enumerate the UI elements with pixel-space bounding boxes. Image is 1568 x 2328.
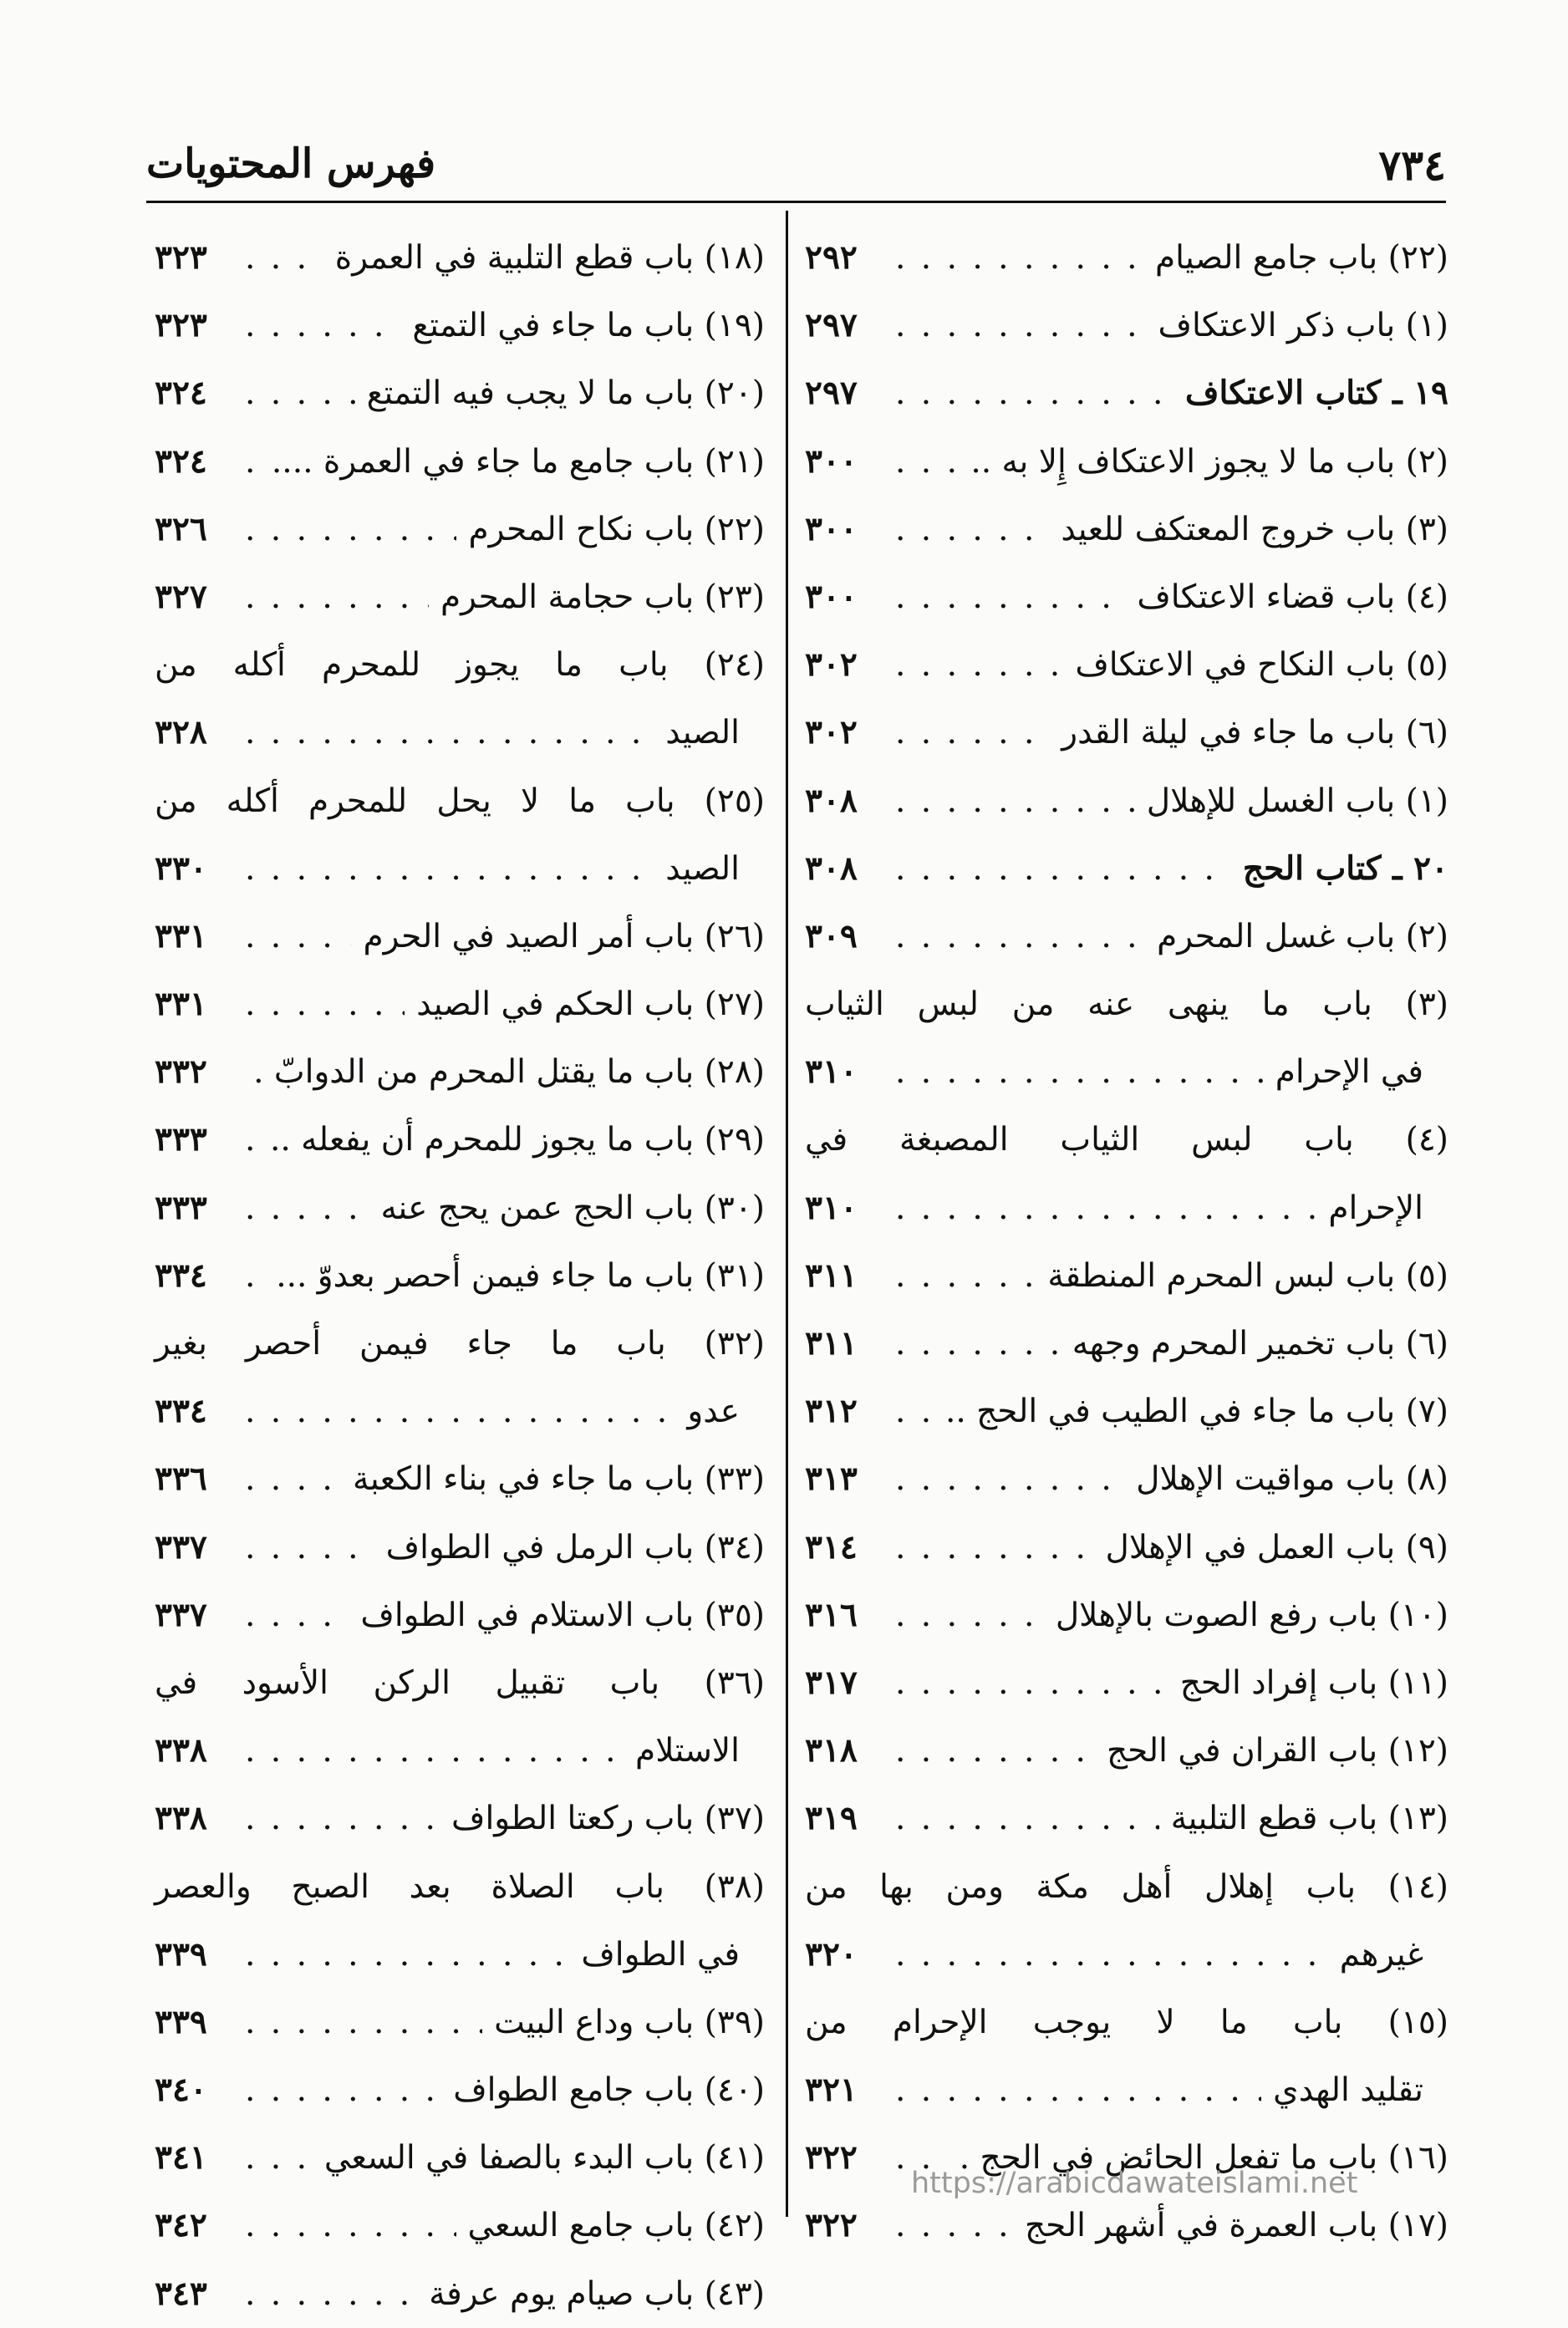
- toc-entry: [155, 2124, 765, 2192]
- toc-entry-continuation: الإحرام: [1328, 1189, 1423, 1227]
- toc-page-number: ٣٣٧: [155, 1527, 207, 1566]
- toc-entry: [155, 1785, 765, 1852]
- toc-entry: [805, 1514, 1448, 1582]
- toc-entry-title: (٤) باب قضاء الاعتكاف: [1137, 578, 1448, 616]
- toc-entry-title: (٣٤) باب الرمل في الطواف: [385, 1528, 765, 1566]
- dot-leader: [245, 359, 355, 427]
- toc-entry-title: (١٩) باب ما جاء في التمتع: [412, 307, 765, 345]
- toc-left-column: [155, 224, 765, 2328]
- dot-leader: [895, 1514, 1094, 1582]
- toc-page-number: ٣٣٦: [155, 1459, 207, 1499]
- toc-entry-title: (١٨) باب قطع التلبية في العمرة: [334, 239, 765, 277]
- toc-entry: [155, 1106, 765, 1174]
- dot-leader: [895, 1582, 1044, 1649]
- toc-entry-title: (٩) باب العمل في الإهلال: [1105, 1528, 1448, 1566]
- dot-leader: [245, 224, 323, 292]
- dot-leader: [895, 767, 1135, 835]
- toc-page-number: ٣٣١: [155, 916, 207, 955]
- toc-page-number: ٣١٣: [805, 1459, 858, 1499]
- dot-leader: [245, 292, 400, 359]
- toc-entry-title: (٢) باب ما لا يجوز الاعتكاف إِلا به ..: [970, 442, 1448, 481]
- toc-entry: [805, 563, 1448, 631]
- toc-entry: [155, 292, 765, 359]
- toc-page-number: ٣٠٨: [805, 781, 858, 820]
- toc-page-number: ٣٣١: [155, 985, 207, 1024]
- toc-entry: [155, 1038, 765, 1106]
- toc-entry: [805, 1378, 1448, 1445]
- dot-leader: [245, 1106, 258, 1174]
- dot-leader: [895, 359, 1173, 427]
- dot-leader: [895, 1921, 1328, 1989]
- page-number: ٧٣٤: [1378, 140, 1446, 190]
- toc-entry-title: (٣٢) باب ما جاء فيمن أحصر بغير: [155, 1325, 765, 1363]
- toc-entry-title: (٦) باب تخمير المحرم وجهه: [1072, 1325, 1448, 1363]
- toc-page-number: ٣١٨: [805, 1731, 858, 1770]
- dot-leader: [245, 2192, 456, 2259]
- toc-entry-title: (٣٦) باب تقبيل الركن الأسود في: [155, 1663, 765, 1702]
- toc-page-number: ٣٤٠: [155, 2071, 207, 2110]
- toc-page-number: ٣٢١: [805, 2071, 858, 2110]
- toc-entry: [155, 2192, 765, 2259]
- toc-entry-title: (١) باب ذكر الاعتكاف: [1158, 307, 1448, 345]
- toc-entry-title: (١٧) باب العمرة في أشهر الحج: [1024, 2207, 1448, 2245]
- running-title: فهرس المحتويات: [146, 140, 436, 187]
- dot-leader: [245, 1921, 569, 1989]
- toc-entry-continuation: عدو: [687, 1393, 740, 1431]
- toc-page-number: ٣٤٣: [155, 2274, 207, 2313]
- toc-page-number: ٣٣٩: [155, 1934, 207, 1974]
- toc-entry: [805, 631, 1448, 699]
- toc-entry: [805, 1853, 1448, 1989]
- toc-entry-continuation: تقليد الهدي: [1273, 2071, 1423, 2110]
- toc-page-number: ٣٠٢: [805, 713, 858, 752]
- toc-entry: [155, 563, 765, 631]
- toc-entry: [155, 1310, 765, 1445]
- toc-entry: [155, 1445, 765, 1513]
- toc-entry-title: (٢٥) باب ما لا يحل للمحرم أكله من: [155, 782, 765, 820]
- toc-entry-title: (٥) باب النكاح في الاعتكاف: [1075, 646, 1448, 685]
- toc-entry-title: (٢٤) باب ما يجوز للمحرم أكله من: [155, 646, 765, 685]
- watermark: https://arabicdawateislami.net: [911, 2167, 1358, 2200]
- toc-page-number: ٣٣٠: [155, 848, 207, 888]
- toc-entry-title: (٥) باب لبس المحرم المنطقة: [1047, 1256, 1448, 1295]
- dot-leader: [245, 1514, 374, 1582]
- dot-leader: [245, 563, 429, 631]
- toc-page-number: ٣١٦: [805, 1595, 858, 1634]
- toc-entry-title: (٣٨) باب الصلاة بعد الصبح والعصر: [155, 1867, 765, 1906]
- dot-leader: [895, 699, 1050, 767]
- dot-leader: [895, 1785, 1159, 1852]
- toc-entry-title: (١٤) باب إهلال أهل مكة ومن بها من: [805, 1867, 1448, 1906]
- dot-leader: [895, 292, 1147, 359]
- toc-entry-title: (١١) باب إفراد الحج: [1179, 1663, 1448, 1702]
- toc-page-number: ٣٢٢: [805, 2206, 858, 2245]
- toc-entry: [155, 903, 765, 970]
- toc-entry: [155, 1514, 765, 1582]
- dot-leader: [245, 1785, 440, 1852]
- toc-page-number: ٣٢٣: [155, 238, 207, 277]
- toc-entry-title: (٣٥) باب الاستلام في الطواف: [360, 1596, 765, 1634]
- toc-page-number: ٣١٧: [805, 1663, 858, 1702]
- dot-leader: [895, 1649, 1168, 1717]
- toc-entry-title: (٧) باب ما جاء في الطيب في الحج ..: [944, 1393, 1448, 1431]
- toc-entry: [155, 1989, 765, 2056]
- dot-leader: [895, 1038, 1264, 1106]
- toc-entry-title: (٢٧) باب الحكم في الصيد: [416, 986, 765, 1024]
- toc-entry: [155, 631, 765, 767]
- dot-leader: [895, 1378, 934, 1445]
- toc-entry-title: ١٩ ـ كتاب الاعتكاف: [1185, 374, 1448, 413]
- toc-page-number: ٣٣٨: [155, 1799, 207, 1838]
- dot-leader: [245, 2124, 313, 2192]
- toc-page-number: ٣٠٠: [805, 577, 858, 616]
- toc-entry-title: (٣٠) باب الحج عمن يحج عنه: [380, 1189, 765, 1227]
- toc-page-number: ٢٩٧: [805, 374, 858, 413]
- toc-entry: [155, 224, 765, 292]
- toc-entry-continuation: الصيد: [665, 714, 740, 752]
- dot-leader: [895, 2056, 1261, 2124]
- toc-page-number: ٣٣٨: [155, 1731, 207, 1770]
- toc-page-number: ٣٣٧: [155, 1595, 207, 1634]
- toc-page-number: ٣٠٠: [805, 509, 858, 548]
- toc-entry-title: (٢٩) باب ما يجوز للمحرم أن يفعله ..: [269, 1121, 765, 1159]
- toc-entry: [155, 1853, 765, 1989]
- dot-leader: [245, 1989, 482, 2056]
- dot-leader: [895, 428, 959, 496]
- toc-entry-title: (٢) باب غسل المحرم: [1157, 917, 1448, 955]
- toc-page-number: ٣٠٨: [805, 848, 858, 888]
- toc-entry-title: (٤٠) باب جامع الطواف: [453, 2071, 765, 2110]
- toc-page-number: ٣٢٨: [155, 713, 207, 752]
- toc-entry: [155, 496, 765, 563]
- toc-entry: [805, 1785, 1448, 1852]
- toc-entry: [805, 1649, 1448, 1717]
- toc-page-number: ٣٣٤: [155, 1256, 207, 1295]
- dot-leader: [245, 835, 654, 903]
- toc-page-number: ٣٣٣: [155, 1120, 207, 1159]
- toc-entry: [805, 699, 1448, 767]
- toc-entry-title: (٢٦) باب أمر الصيد في الحرم: [363, 917, 765, 955]
- dot-leader: [895, 2192, 1013, 2259]
- dot-leader: [245, 1378, 675, 1445]
- toc-page-number: ٣٢٤: [155, 374, 207, 413]
- toc-entry-title: (١٣) باب قطع التلبية: [1170, 1800, 1448, 1838]
- page-header: [146, 134, 1446, 209]
- toc-entry: [805, 1717, 1448, 1785]
- dot-leader: [895, 631, 1063, 699]
- dot-leader: [245, 1174, 369, 1242]
- toc-page-number: ٣٣٣: [155, 1188, 207, 1227]
- toc-entry-continuation: في الإحرام: [1275, 1053, 1423, 1092]
- toc-section-heading: [805, 835, 1448, 903]
- toc-entry: [155, 1174, 765, 1242]
- toc-entry-title: (١٢) باب القران في الحج: [1106, 1732, 1448, 1770]
- dot-leader: [245, 1717, 624, 1785]
- dot-leader: [245, 428, 260, 496]
- toc-entry: [155, 1649, 765, 1785]
- toc-right-column: [805, 224, 1448, 2260]
- toc-entry-title: (٦) باب ما جاء في ليلة القدر: [1061, 714, 1448, 752]
- dot-leader: [245, 970, 405, 1038]
- toc-entry: [805, 428, 1448, 496]
- toc-page-number: ٢٩٧: [805, 306, 858, 345]
- toc-page-number: ٣١٢: [805, 1392, 858, 1431]
- toc-entry-title: (٣) باب خروج المعتكف للعيد: [1061, 510, 1448, 548]
- toc-page-number: ٣١١: [805, 1324, 858, 1363]
- toc-page-number: ٣٢٠: [805, 1934, 858, 1974]
- toc-entry: [155, 1242, 765, 1310]
- dot-leader: [245, 2260, 417, 2328]
- toc-page-number: ٣٤١: [155, 2138, 207, 2178]
- toc-page-number: ٢٩٢: [805, 238, 858, 277]
- toc-page-number: ٣٢٣: [155, 306, 207, 345]
- toc-entry-continuation: الاستلام: [635, 1732, 740, 1770]
- toc-entry-title: (٣٧) باب ركعتا الطواف: [451, 1800, 765, 1838]
- toc-entry-title: (٣) باب ما ينهى عنه من لبس الثياب: [805, 986, 1448, 1024]
- toc-entry: [805, 970, 1448, 1106]
- dot-leader: [895, 1174, 1316, 1242]
- toc-page-number: ٣٣٩: [155, 2002, 207, 2041]
- toc-entry-title: (٣١) باب ما جاء فيمن أحصر بعدوّ ...: [276, 1256, 765, 1295]
- dot-leader: [895, 1310, 1061, 1378]
- toc-entry-title: (٢٣) باب حجامة المحرم: [440, 578, 765, 616]
- toc-entry-continuation: غيرهم: [1339, 1935, 1423, 1974]
- toc-page-number: ٣٣٢: [155, 1052, 207, 1092]
- toc-entry-title: (٢٨) باب ما يقتل المحرم من الدوابّ .: [253, 1053, 765, 1092]
- toc-page-number: ٣١٤: [805, 1527, 858, 1566]
- dot-leader: [895, 496, 1049, 563]
- toc-entry: [805, 2192, 1448, 2259]
- toc-page-number: ٣٤٢: [155, 2206, 207, 2245]
- toc-entry-continuation: الصيد: [665, 849, 740, 888]
- toc-entry-title: (٨) باب مواقيت الإهلال: [1136, 1460, 1448, 1499]
- toc-entry: [805, 1242, 1448, 1310]
- toc-entry: [155, 2260, 765, 2328]
- toc-entry-title: (١) باب الغسل للإهلال: [1146, 782, 1448, 820]
- toc-page-number: ٣٠٢: [805, 645, 858, 685]
- dot-leader: [895, 835, 1231, 903]
- toc-entry: [155, 767, 765, 903]
- toc-entry-continuation: في الطواف: [581, 1935, 740, 1974]
- toc-section-heading: [805, 359, 1448, 427]
- dot-leader: [895, 1242, 1036, 1310]
- toc-entry: [805, 1106, 1448, 1241]
- toc-entry: [805, 1310, 1448, 1378]
- toc-entry: [155, 970, 765, 1038]
- dot-leader: [895, 224, 1143, 292]
- toc-page-number: ٣١٠: [805, 1052, 858, 1092]
- toc-entry-title: ٢٠ ـ كتاب الحج: [1242, 848, 1448, 888]
- toc-entry: [805, 1989, 1448, 2124]
- toc-entry-title: (٢٠) باب ما لا يجب فيه التمتع: [366, 374, 765, 413]
- toc-page-number: ٣٢٢: [805, 2138, 858, 2178]
- dot-leader: [245, 1582, 349, 1649]
- dot-leader: [245, 496, 456, 563]
- toc-entry-title: (٤١) باب البدء بالصفا في السعي: [323, 2139, 765, 2178]
- toc-entry-title: (٢٢) باب جامع الصيام: [1155, 239, 1448, 277]
- toc-entry-title: (٤٢) باب جامع السعي: [467, 2207, 765, 2245]
- dot-leader: [895, 563, 1125, 631]
- header-rule: [146, 201, 1446, 203]
- toc-entry: [155, 2056, 765, 2124]
- toc-entry: [155, 359, 765, 427]
- toc-entry-title: (٢١) باب جامع ما جاء في العمرة ....: [271, 442, 765, 481]
- dot-leader: [895, 903, 1145, 970]
- dot-leader: [245, 699, 654, 767]
- toc-page-number: ٣٣٤: [155, 1392, 207, 1431]
- column-divider: [786, 211, 788, 2217]
- toc-entry: [805, 1445, 1448, 1513]
- toc-page-number: ٣٢٦: [155, 509, 207, 548]
- toc-entry-title: (١٥) باب ما لا يوجب الإحرام من: [805, 2003, 1448, 2041]
- toc-entry: [155, 428, 765, 496]
- dot-leader: [895, 1717, 1095, 1785]
- toc-entry: [805, 224, 1448, 292]
- toc-entry: [155, 1582, 765, 1649]
- toc-entry: [805, 903, 1448, 970]
- toc-entry-title: (٣٩) باب وداع البيت: [494, 2003, 765, 2041]
- toc-entry-title: (١٦) باب ما تفعل الحائض في الحج .: [959, 2139, 1448, 2178]
- toc-page-number: ٣٢٤: [155, 441, 207, 481]
- dot-leader: [245, 903, 351, 970]
- toc-entry-title: (٤٣) باب صيام يوم عرفة: [429, 2275, 765, 2313]
- dot-leader: [245, 1242, 264, 1310]
- toc-entry-title: (٢٢) باب نكاح المحرم: [468, 510, 765, 548]
- dot-leader: [245, 1445, 341, 1513]
- dot-leader: [245, 2056, 441, 2124]
- toc-page-number: ٣١١: [805, 1256, 858, 1295]
- toc-entry-title: (٣٣) باب ما جاء في بناء الكعبة: [352, 1460, 765, 1499]
- toc-entry-title: (١٠) باب رفع الصوت بالإهلال: [1055, 1596, 1448, 1634]
- toc-page-number: ٣١٠: [805, 1188, 858, 1227]
- toc-page-number: ٣١٩: [805, 1799, 858, 1838]
- toc-entry-title: (٤) باب لبس الثياب المصبغة في: [805, 1121, 1448, 1159]
- dot-leader: [895, 1445, 1124, 1513]
- toc-page-number: ٣٠٩: [805, 916, 858, 955]
- toc-entry: [805, 767, 1448, 835]
- toc-entry: [805, 496, 1448, 563]
- toc-entry: [805, 292, 1448, 359]
- toc-entry: [805, 1582, 1448, 1649]
- toc-page-number: ٣٠٠: [805, 441, 858, 481]
- toc-page-number: ٣٢٧: [155, 577, 207, 616]
